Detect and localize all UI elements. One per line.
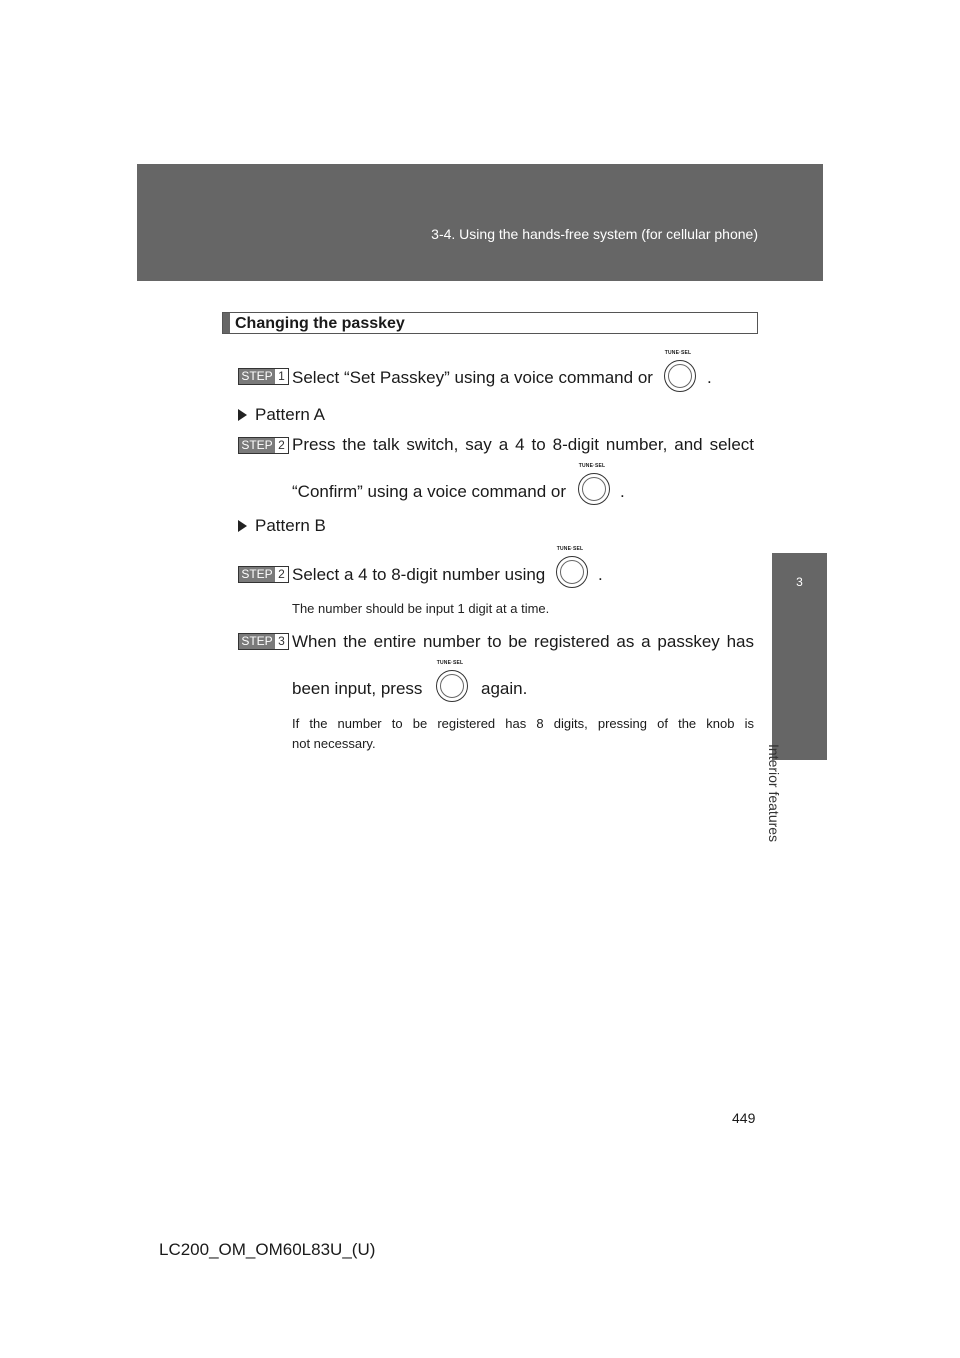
pattern-b-label: Pattern B (255, 516, 326, 535)
step-2b-note: The number should be input 1 digit at a time. (292, 601, 550, 616)
step-3-line-2: been input, press (292, 679, 423, 698)
step-2b-badge (238, 566, 289, 583)
header-band (137, 164, 823, 281)
page-number: 449 (732, 1110, 756, 1126)
chapter-label: Interior features (766, 744, 782, 843)
chapter-number: 3 (796, 575, 803, 589)
pattern-a-label: Pattern A (255, 405, 325, 424)
step-number: 1 (275, 369, 288, 384)
knob-ring (436, 670, 468, 702)
step-word: STEP (239, 369, 275, 384)
tune-sel-knob-icon (428, 662, 472, 706)
step-3-line-2-end: again. (481, 679, 528, 698)
step-word: STEP (239, 567, 275, 582)
step-number: 2 (275, 438, 288, 453)
knob-label: TUNE·SEL (578, 463, 606, 469)
step-word: STEP (239, 634, 275, 649)
document-id: LC200_OM_OM60L83U_(U) (159, 1240, 376, 1259)
tune-sel-knob-icon (656, 352, 700, 396)
tune-sel-knob-icon (548, 548, 592, 592)
step-1-period: . (707, 368, 712, 387)
step-3-badge (238, 633, 289, 650)
step-2b-period: . (598, 565, 603, 584)
knob-label: TUNE·SEL (556, 546, 584, 552)
step-3-note-line-1: If the number to be registered has 8 digits, pressing of the knob is (292, 716, 754, 731)
section-path-title: 3-4. Using the hands-free system (for cellular phone) (431, 226, 758, 242)
step-1-text: Select “Set Passkey” using a voice command or (292, 368, 653, 387)
step-2a-period: . (620, 482, 625, 501)
knob-label: TUNE·SEL (436, 660, 464, 666)
step-3-line-1: When the entire number to be registered as a passkey has (292, 632, 754, 651)
section-heading (222, 312, 758, 334)
triangle-bullet-icon (238, 409, 247, 421)
knob-ring (556, 556, 588, 588)
step-1-badge (238, 368, 289, 385)
step-number: 3 (275, 634, 288, 649)
knob-ring (664, 360, 696, 392)
section-heading-text: Changing the passkey (235, 315, 405, 332)
chapter-label-container (766, 646, 800, 843)
tune-sel-knob-icon (570, 465, 614, 509)
step-2a-line-2: “Confirm” using a voice command or (292, 482, 566, 501)
knob-label: TUNE·SEL (664, 350, 692, 356)
heading-bar (223, 313, 230, 333)
step-2b-text: Select a 4 to 8-digit number using (292, 565, 546, 584)
step-2a-line-1: Press the talk switch, say a 4 to 8-digit number, and select (292, 435, 754, 454)
knob-ring (578, 473, 610, 505)
step-2a-badge (238, 437, 289, 454)
step-word: STEP (239, 438, 275, 453)
step-number: 2 (275, 567, 288, 582)
triangle-bullet-icon (238, 520, 247, 532)
step-3-note-line-2: not necessary. (292, 736, 376, 751)
